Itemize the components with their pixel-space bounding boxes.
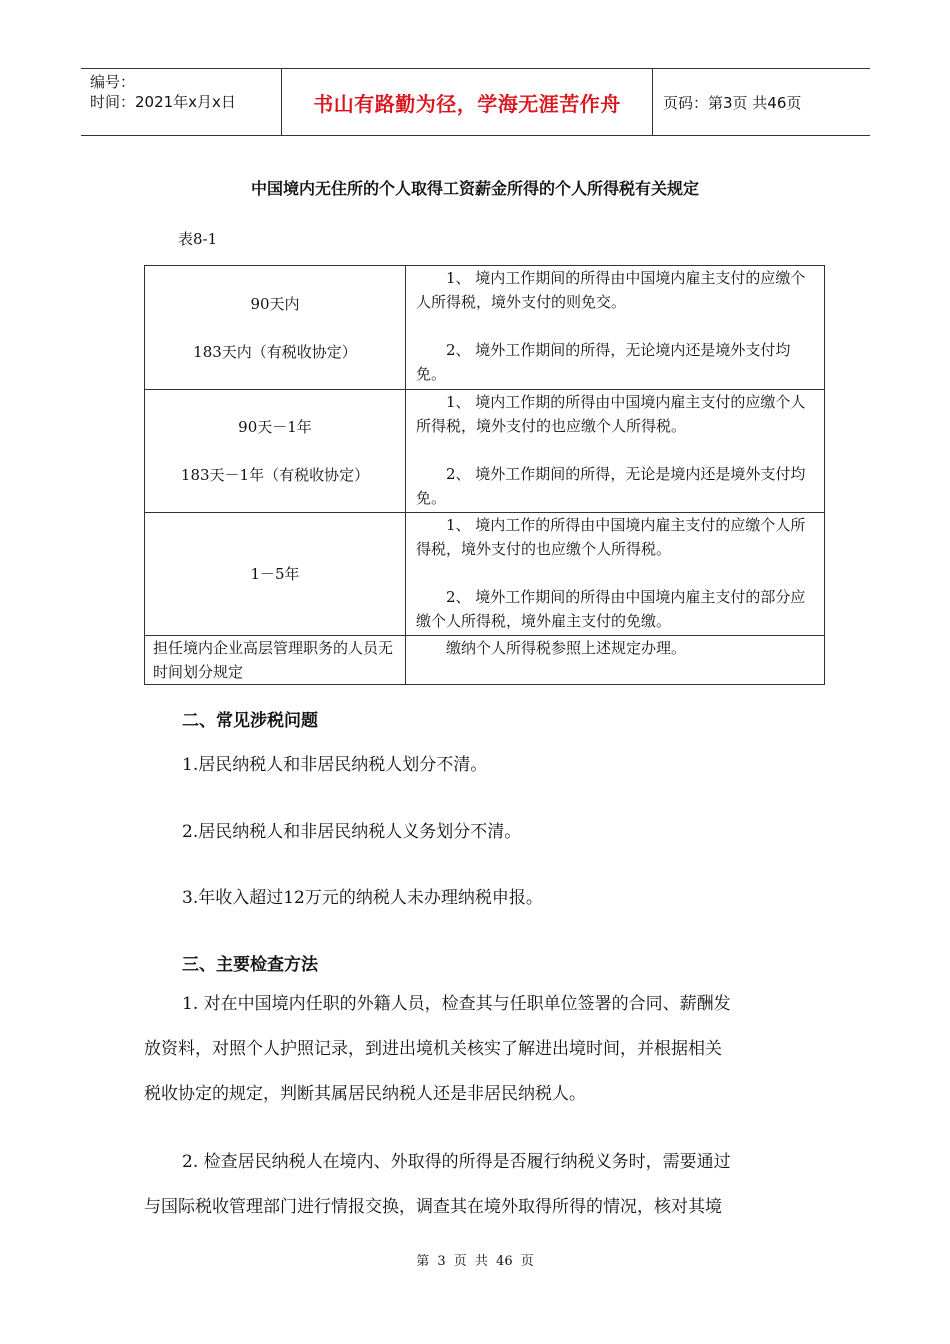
issue-item: 1.居民纳税人和非居民纳税人划分不清。 bbox=[182, 755, 488, 775]
table-label: 表8-1 bbox=[178, 230, 218, 248]
method-paragraph bbox=[144, 982, 812, 1117]
rule-item: 1、 境内工作的所得由中国境内雇主支付的应缴个人所得税，境外支付的也应缴个人所得税。 bbox=[416, 516, 806, 558]
paragraph-line: 2. 检查居民纳税人在境内、外取得的所得是否履行纳税义务时，需要通过 bbox=[182, 1152, 731, 1172]
header-motto: 书山有路勤为径，学海无涯苦作舟 bbox=[281, 69, 653, 135]
section-heading: 三、主要检查方法 bbox=[182, 955, 318, 975]
table-cell-period bbox=[145, 513, 406, 636]
table-row bbox=[145, 266, 825, 390]
paragraph-line: 1. 对在中国境内任职的外籍人员，检查其与任职单位签署的合同、薪酬发 bbox=[182, 994, 731, 1014]
table-row bbox=[145, 513, 825, 636]
issue-item: 2.居民纳税人和非居民纳税人义务划分不清。 bbox=[182, 822, 522, 842]
period-label: 183天内（有税收协定） bbox=[193, 342, 357, 361]
method-paragraph bbox=[144, 1140, 812, 1230]
issue-item: 3.年收入超过12万元的纳税人未办理纳税申报。 bbox=[182, 888, 543, 908]
section-heading: 二、常见涉税问题 bbox=[182, 711, 318, 731]
header-date-label: 时间：2021年x月x日 bbox=[90, 93, 236, 111]
table-cell-period bbox=[145, 390, 406, 513]
rule-item: 2、 境外工作期间的所得，无论是境内还是境外支付均免。 bbox=[416, 465, 806, 507]
period-label: 90天－1年 bbox=[238, 418, 312, 436]
table-row bbox=[145, 636, 825, 685]
table-cell-rule bbox=[406, 390, 825, 513]
page-header bbox=[81, 68, 870, 136]
header-page-info: 页码：第3页 共46页 bbox=[663, 93, 802, 112]
rule-item: 2、 境外工作期间的所得，无论境内还是境外支付均免。 bbox=[416, 341, 791, 383]
document-title: 中国境内无住所的个人取得工资薪金所得的个人所得税有关规定 bbox=[250, 179, 699, 198]
table-cell-period bbox=[145, 266, 406, 390]
rule-item: 1、 境内工作期间的所得由中国境内雇主支付的应缴个人所得税，境外支付的则免交。 bbox=[416, 269, 806, 311]
rule-item: 2、 境外工作期间的所得由中国境内雇主支付的部分应缴个人所得税，境外雇主支付的免缴。 bbox=[416, 588, 806, 630]
table-row bbox=[145, 390, 825, 513]
tax-rules-table bbox=[144, 265, 825, 685]
header-meta bbox=[81, 69, 281, 135]
paragraph-line: 与国际税收管理部门进行情报交换，调查其在境外取得所得的情况，核对其境 bbox=[144, 1197, 722, 1217]
table-cell-rule bbox=[406, 513, 825, 636]
rule-item: 缴纳个人所得税参照上述规定办理。 bbox=[446, 639, 687, 657]
period-label: 183天－1年（有税收协定） bbox=[180, 466, 370, 484]
period-label: 90天内 bbox=[250, 294, 300, 313]
paragraph-line: 放资料，对照个人护照记录，到进出境机关核实了解进出境时间，并根据相关 bbox=[144, 1039, 722, 1059]
page-footer: 第 3 页 共 46 页 bbox=[416, 1254, 534, 1269]
paragraph-line: 税收协定的规定，判断其属居民纳税人还是非居民纳税人。 bbox=[144, 1084, 586, 1104]
table-cell-rule bbox=[406, 266, 825, 390]
table-cell-period bbox=[145, 636, 406, 685]
rule-item: 1、 境内工作期的所得由中国境内雇主支付的应缴个人所得税，境外支付的也应缴个人所得税。 bbox=[416, 393, 806, 435]
period-label: 1－5年 bbox=[250, 565, 300, 583]
period-label: 担任境内企业高层管理职务的人员无时间划分规定 bbox=[153, 639, 394, 681]
table-cell-rule bbox=[406, 636, 825, 685]
header-number-label: 编号： bbox=[90, 73, 136, 91]
